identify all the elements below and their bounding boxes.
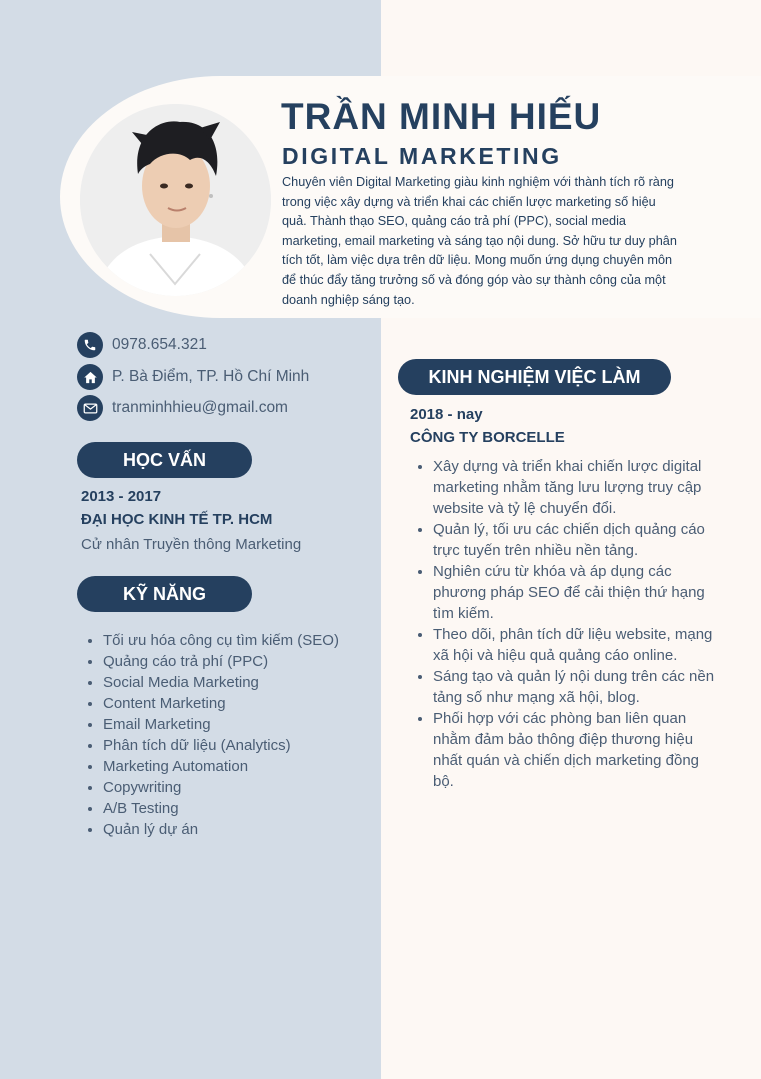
list-item: • Nghiên cứu từ khóa và áp dụng các phương pháp SEO để cải thiện thứ hạng tìm kiếm. (433, 561, 723, 624)
list-item: • Content Marketing (103, 693, 363, 714)
list-item: • Copywriting (103, 777, 363, 798)
education-years: 2013 - 2017 (81, 488, 162, 505)
experience-heading: KINH NGHIỆM VIỆC LÀM (398, 359, 671, 395)
experience-company: CÔNG TY BORCELLE (410, 429, 565, 446)
home-icon (77, 364, 103, 390)
list-item: • A/B Testing (103, 798, 363, 819)
profile-summary: Chuyên viên Digital Marketing giàu kinh nghiệm với thành tích rõ ràng trong việc xây dựng và triển khai các chiến lược marketing số hiệu quả. Thành thạo SEO, quảng cáo trả phí (PPC), social media marketing, email marketing và sáng tạo nội dung. Sở hữu tư duy phân tích tốt, làm việc dựa trên dữ liệu. Mong muốn ứng dụng chuyên môn để thúc đẩy tăng trưởng số và đóng góp vào sự thành công của một doanh nghiệp sáng tạo. (282, 175, 677, 307)
list-item: • Xây dựng và triển khai chiến lược digital marketing nhằm tăng lưu lượng truy cập website và tỷ lệ chuyển đổi. (433, 456, 723, 519)
list-item: • Phối hợp với các phòng ban liên quan nhằm đảm bảo thông điệp thương hiệu nhất quán và chiến dịch marketing đồng bộ. (433, 708, 723, 792)
contact-phone (77, 332, 207, 358)
list-item: • Social Media Marketing (103, 672, 363, 693)
phone-number: 0978.654.321 (112, 336, 207, 353)
education-heading: HỌC VẤN (77, 442, 252, 478)
list-item: • Quản lý dự án (103, 819, 363, 840)
list-item: • Quản lý, tối ưu các chiến dịch quảng cáo trực tuyến trên nhiều nền tảng. (433, 519, 723, 561)
list-item: • Marketing Automation (103, 756, 363, 777)
experience-period: 2018 - nay (410, 406, 483, 423)
contact-email (77, 395, 288, 421)
education-school: ĐẠI HỌC KINH TẾ TP. HCM (81, 511, 273, 528)
list-item: • Quảng cáo trả phí (PPC) (103, 651, 363, 672)
email-address: tranminhhieu@gmail.com (112, 399, 288, 416)
list-item: • Tối ưu hóa công cụ tìm kiếm (SEO) (103, 630, 363, 651)
phone-icon (77, 332, 103, 358)
list-item: • Sáng tạo và quản lý nội dung trên các nền tảng số như mạng xã hội, blog. (433, 666, 723, 708)
profile-photo (80, 104, 271, 296)
job-title: DIGITAL MARKETING (282, 143, 562, 169)
list-item: • Phân tích dữ liệu (Analytics) (103, 735, 363, 756)
mail-icon (77, 395, 103, 421)
contact-address (77, 364, 309, 390)
address-text: P. Bà Điểm, TP. Hồ Chí Minh (112, 368, 310, 385)
skills-list (81, 630, 363, 840)
list-item: • Theo dõi, phân tích dữ liệu website, mạng xã hội và hiệu quả quảng cáo online. (433, 624, 723, 666)
list-item: • Email Marketing (103, 714, 363, 735)
education-degree: Cử nhân Truyền thông Marketing (81, 536, 302, 553)
profile-photo-illustration (80, 104, 271, 296)
experience-list (410, 456, 723, 792)
candidate-name: TRẦN MINH HIẾU (281, 96, 602, 137)
skills-heading: KỸ NĂNG (77, 576, 252, 612)
